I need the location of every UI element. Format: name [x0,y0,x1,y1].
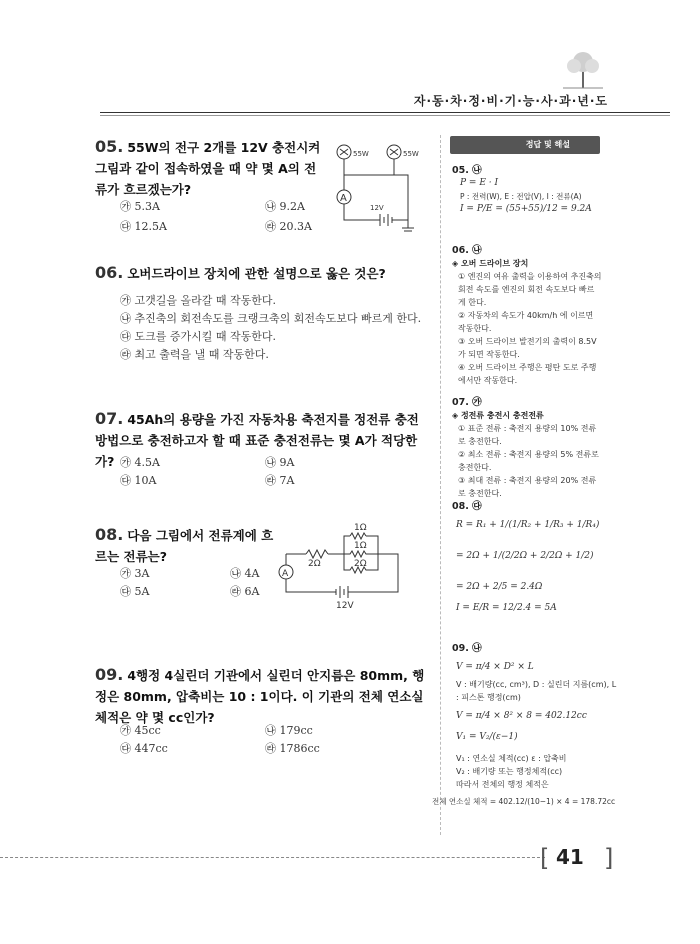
option[interactable]: ㉯ 4A [230,567,260,580]
answer-header-label: 정답 및 해설 [525,140,570,149]
option[interactable]: ㉰ 12.5A [120,220,167,233]
resistor-r1-label: 2Ω [308,559,321,569]
resistor-r2-label: 1Ω [354,541,367,551]
bulb-1-label: 55W [353,150,369,158]
answer-08: 08. ㉰ R = R₁ + 1/(1/R₂ + 1/R₃ + 1/R₄) = 2Ω + 1/(2/2Ω + 2/2Ω + 1/2) = 2Ω + 2/5 = 2.4Ω I = E/R = 12/2.4 = 5A [452,501,600,613]
option[interactable]: ㉯ 추진축의 회전속도를 크랭크축의 회전속도보다 빠르게 한다. [120,312,422,325]
option[interactable]: ㉮ 4.5A [120,456,160,469]
question-08-circuit-diagram [278,522,418,612]
question-09 [95,664,430,728]
answer-06: 06. ㉯ ◈ 오버 드라이브 장치 ① 엔진의 여유 출력을 이용하여 추진축의 회전 속도를 엔진의 회전 속도보다 빠르게 한다. ② 자동차의 속도가 40km/h 에 이르면 작동한다. ③ 오버 드라이브 발전기의 출력이 8.5V 가 되면 작동한다. ④ 오버 드라이브 주행은 평탄 도로 주행에서만 작동한다. [452,245,602,385]
option[interactable]: ㉯ 9.2A [265,200,305,213]
page-bracket-left: [ [540,844,550,872]
resistor-r4-label: 2Ω [354,559,367,569]
option[interactable]: ㉰ 도크를 증가시킬 때 작동한다. [120,330,276,343]
ammeter-label: A [282,569,289,579]
option[interactable]: ㉮ 45cc [120,724,161,737]
tree-logo-icon [558,48,608,90]
option[interactable]: ㉱ 6A [230,585,260,598]
option[interactable]: ㉱ 7A [265,474,295,487]
book-title: 자·동·차·정·비·기·능·사·과·년·도 [413,94,608,108]
battery-label: 12V [370,204,384,212]
question-08-text: 08. 다음 그림에서 전류계에 흐르는 전류는? [95,525,274,564]
ammeter-label: A [340,193,347,204]
option[interactable]: ㉮ 3A [120,567,150,580]
question-07-text: 07. 45Ah의 용량을 가진 자동차용 축전지를 정전류 충전방법으로 충전하고자 할 때 표준 충전전류는 몇 A가 적당한가? [95,409,419,469]
option[interactable]: ㉱ 20.3A [265,220,312,233]
option[interactable]: ㉰ 10A [120,474,157,487]
question-05-circuit-diagram [330,140,435,235]
question-06 [95,262,430,284]
question-08 [95,524,275,567]
question-09-text: 09. 4행정 4실린더 기관에서 실린더 안지름은 80mm, 행정은 80mm, 압축비는 10 : 1이다. 이 기관의 전체 연소실 체적은 약 몇 cc인가? [95,665,425,725]
option[interactable]: ㉱ 최고 출력을 낼 때 작동한다. [120,348,269,361]
option[interactable]: ㉯ 179cc [265,724,313,737]
answer-07: 07. ㉮ ◈ 정전류 충전시 충전전류 ① 표준 전류 : 축전지 용량의 10% 전류로 충전한다. ② 최소 전류 : 축전지 용량의 5% 전류로 충전한다. ③ 최대 전류 : 축전지 용량의 20% 전류로 충전한다. [452,397,599,498]
answer-header-bar [450,136,600,154]
option[interactable]: ㉱ 1786cc [265,742,320,755]
footer-rule [0,857,545,858]
bulb-2-label: 55W [403,150,419,158]
question-06-text: 06. 오버드라이브 장치에 관한 설명으로 옳은 것은? [95,263,386,282]
header-rule-secondary [100,115,670,116]
page-bracket-right: ] [604,844,614,872]
answer-09: 09. ㉯ V = π/4 × D² × L V : 배기량(cc, cm³), D : 실린더 지름(cm), L : 피스톤 행정(cm) V = π/4 × 8² × 8 = 402.12cc V₁ = V₂/(ε−1) V₁ : 연소실 체적(cc) ε : 압축비 V₂ : 배기량 또는 행정체적(cc) 따라서 전체의 행정 체적은 전체 연소실 체적 = 402.12/(10−1) × 4 = 178.72cc [432,643,617,806]
option[interactable]: ㉰ 5A [120,585,150,598]
battery-label: 12V [336,601,354,611]
header-rule [100,112,670,113]
option[interactable]: ㉮ 5.3A [120,200,160,213]
answer-05: 05. ㉯ P = E · I P : 전력(W), E : 전압(V), I : 전류(A) I = P/E = (55+55)/12 = 9.2A [452,165,592,214]
question-05 [95,136,325,200]
page-header [0,48,700,120]
option[interactable]: ㉰ 447cc [120,742,168,755]
page-number: 41 [556,845,584,869]
option[interactable]: ㉮ 고갯길을 올라갈 때 작동한다. [120,294,276,307]
question-05-text: 05. 55W의 전구 2개를 12V 충전시켜 그림과 같이 접속하였을 때 약 몇 A의 전류가 흐르겠는가? [95,137,321,197]
resistor-r3-label: 1Ω [354,523,367,533]
option[interactable]: ㉯ 9A [265,456,295,469]
